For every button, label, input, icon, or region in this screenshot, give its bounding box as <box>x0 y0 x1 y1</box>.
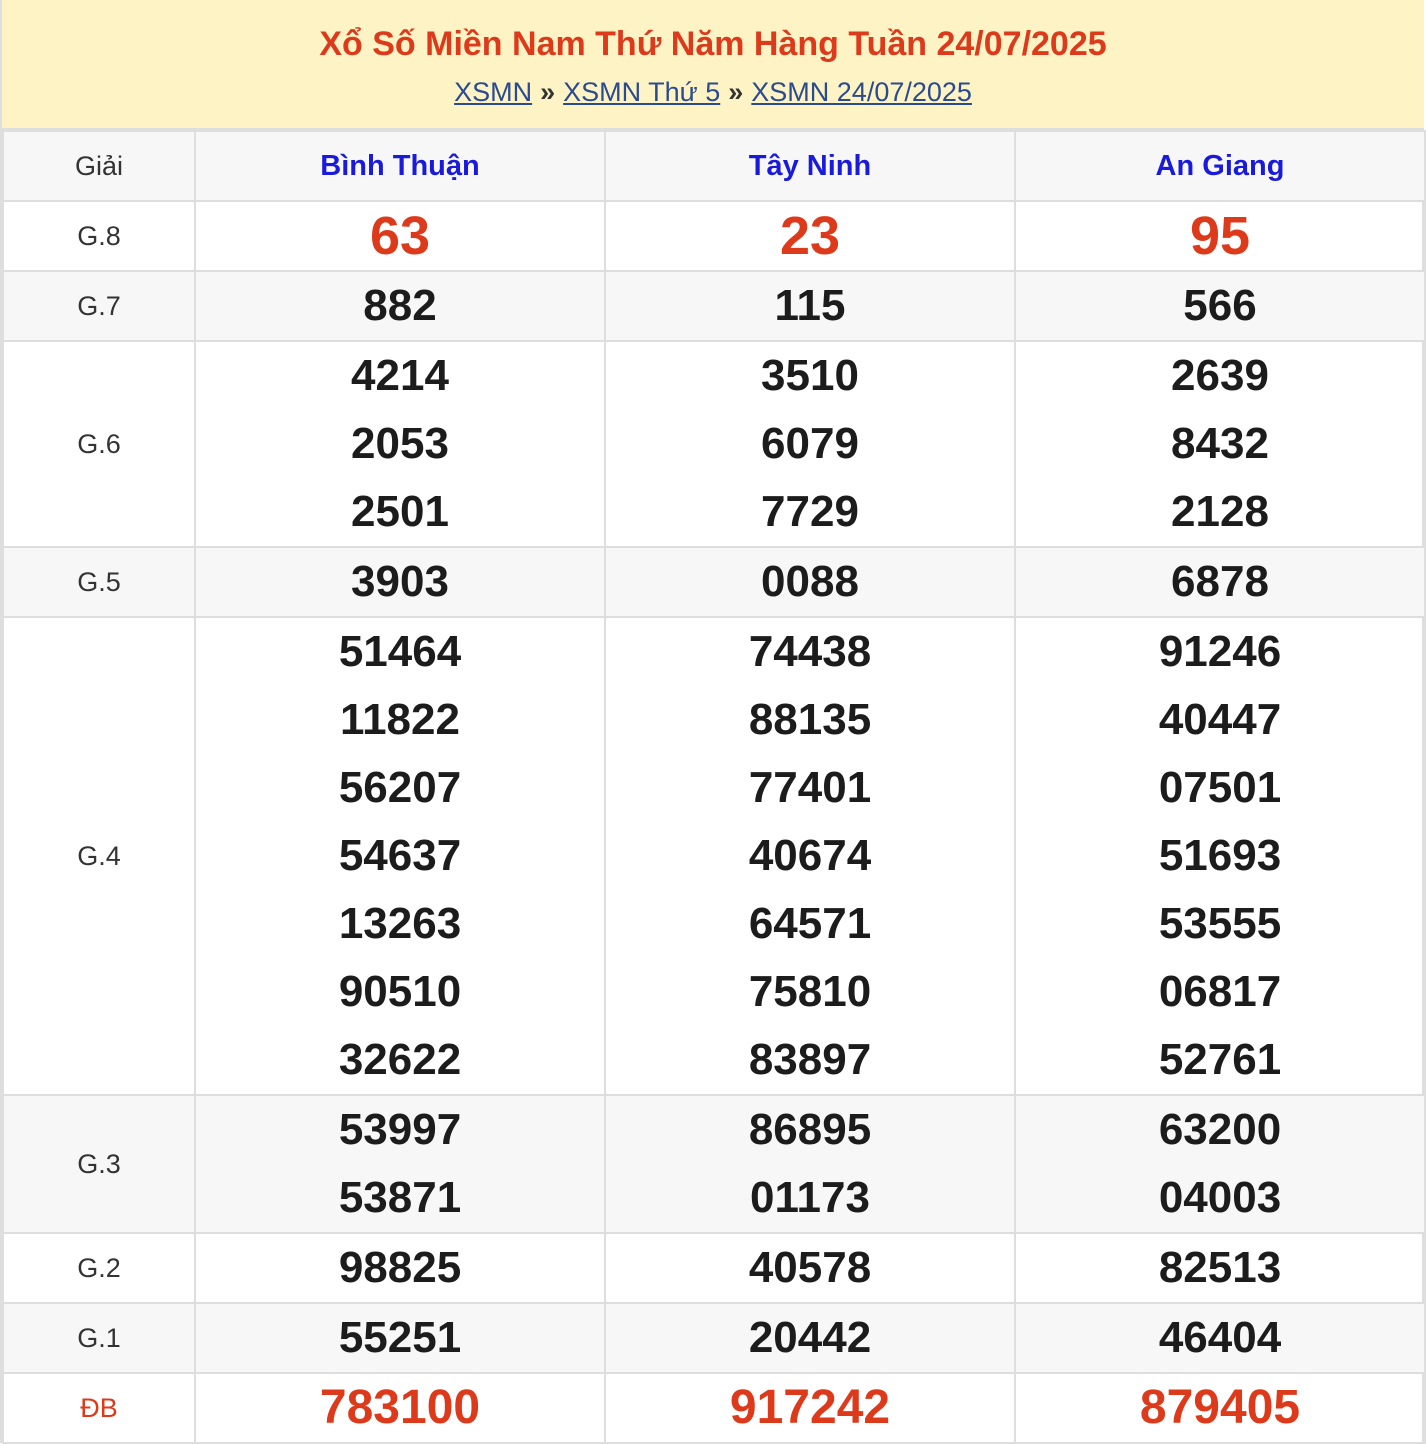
prize-number: 40674 <box>748 831 872 880</box>
prize-number: 95 <box>1189 206 1251 266</box>
prize-number: 46404 <box>1158 1313 1282 1362</box>
prize-number: 06817 <box>1158 967 1282 1016</box>
prize-number: 6079 <box>761 419 859 468</box>
prize-number: 11822 <box>340 695 460 744</box>
breadcrumb-separator: » <box>540 77 556 107</box>
prize-row <box>3 201 1425 271</box>
prize-number: 51464 <box>338 627 462 676</box>
prize-number: 63 <box>369 206 431 266</box>
prize-label: G.7 <box>3 271 195 341</box>
prize-number: 74438 <box>748 627 872 676</box>
prize-cell-an-giang <box>1015 201 1425 271</box>
prize-number: 77401 <box>748 763 872 812</box>
table-header-row <box>3 131 1425 201</box>
prize-number: 55251 <box>338 1313 462 1362</box>
prize-cell-an-giang <box>1015 1095 1425 1233</box>
prize-number: 53997 <box>338 1105 462 1154</box>
prize-row <box>3 1095 1425 1233</box>
prize-number: 90510 <box>338 967 462 1016</box>
prize-number: 20442 <box>748 1313 872 1362</box>
prize-row <box>3 1233 1425 1303</box>
prize-number: 4214 <box>351 351 449 400</box>
prize-cell-an-giang <box>1015 547 1425 617</box>
prize-number: 115 <box>774 281 846 330</box>
prize-cell-tay-ninh <box>605 1095 1015 1233</box>
prize-number: 56207 <box>338 763 462 812</box>
prize-number: 52761 <box>1158 1035 1282 1084</box>
prize-cell-tay-ninh <box>605 617 1015 1095</box>
prize-number: 83897 <box>748 1035 872 1084</box>
prize-cell-an-giang <box>1015 1373 1425 1443</box>
prize-number: 04003 <box>1158 1173 1282 1222</box>
prize-number: 63200 <box>1158 1105 1282 1154</box>
prize-number: 64571 <box>748 899 872 948</box>
results-table <box>2 130 1426 1444</box>
prize-column-header: Giải <box>3 131 195 201</box>
prize-cell-an-giang <box>1015 617 1425 1095</box>
prize-number: 0088 <box>761 557 859 606</box>
prize-number: 32622 <box>338 1035 462 1084</box>
prize-number: 8432 <box>1171 419 1269 468</box>
prize-row <box>3 341 1425 547</box>
prize-label: G.6 <box>3 341 195 547</box>
prize-number: 40578 <box>748 1243 872 1292</box>
prize-number: 53555 <box>1158 899 1282 948</box>
prize-cell-an-giang <box>1015 1303 1425 1373</box>
page-title: Xổ Số Miền Nam Thứ Năm Hàng Tuần 24/07/2025 <box>319 25 1107 63</box>
prize-cell-binh-thuan <box>195 1095 605 1233</box>
prize-cell-binh-thuan <box>195 547 605 617</box>
prize-number: 91246 <box>1158 627 1282 676</box>
prize-number: 13263 <box>338 899 462 948</box>
province-header-tay-ninh: Tây Ninh <box>605 131 1015 201</box>
prize-number: 98825 <box>338 1243 462 1292</box>
prize-cell-binh-thuan <box>195 201 605 271</box>
prize-number: 75810 <box>748 967 872 1016</box>
results-header <box>2 0 1424 130</box>
prize-cell-binh-thuan <box>195 1233 605 1303</box>
prize-number: 3903 <box>351 557 449 606</box>
prize-number: 40447 <box>1158 695 1282 744</box>
prize-cell-an-giang <box>1015 341 1425 547</box>
prize-number: 783100 <box>319 1381 481 1434</box>
prize-cell-tay-ninh <box>605 1373 1015 1443</box>
prize-number: 3510 <box>761 351 859 400</box>
prize-label: G.2 <box>3 1233 195 1303</box>
prize-label: G.5 <box>3 547 195 617</box>
prize-number: 917242 <box>729 1381 891 1434</box>
prize-row <box>3 1303 1425 1373</box>
prize-number: 2053 <box>351 419 449 468</box>
prize-cell-tay-ninh <box>605 271 1015 341</box>
breadcrumb <box>2 74 1424 110</box>
prize-cell-tay-ninh <box>605 201 1015 271</box>
prize-number: 7729 <box>761 487 859 536</box>
prize-number: 07501 <box>1158 763 1282 812</box>
prize-number: 01173 <box>750 1173 870 1222</box>
prize-number: 82513 <box>1158 1243 1282 1292</box>
prize-cell-an-giang <box>1015 1233 1425 1303</box>
prize-number: 566 <box>1183 281 1257 330</box>
prize-cell-binh-thuan <box>195 341 605 547</box>
prize-label: G.8 <box>3 201 195 271</box>
prize-cell-binh-thuan <box>195 271 605 341</box>
prize-number: 2501 <box>351 487 449 536</box>
prize-cell-binh-thuan <box>195 617 605 1095</box>
breadcrumb-separator: » <box>728 77 744 107</box>
prize-number: 2639 <box>1171 351 1269 400</box>
prize-number: 51693 <box>1158 831 1282 880</box>
prize-cell-tay-ninh <box>605 1303 1015 1373</box>
prize-cell-binh-thuan <box>195 1373 605 1443</box>
prize-number: 53871 <box>338 1173 462 1222</box>
prize-number: 6878 <box>1171 557 1269 606</box>
prize-row <box>3 547 1425 617</box>
prize-number: 879405 <box>1139 1381 1301 1434</box>
prize-number: 88135 <box>748 695 872 744</box>
prize-row <box>3 617 1425 1095</box>
prize-number: 54637 <box>338 831 462 880</box>
breadcrumb-link-xsmn-thu-5[interactable]: XSMN Thứ 5 <box>563 77 721 107</box>
prize-row <box>3 1373 1425 1443</box>
province-header-binh-thuan: Bình Thuận <box>195 131 605 201</box>
prize-label: G.1 <box>3 1303 195 1373</box>
prize-cell-tay-ninh <box>605 341 1015 547</box>
prize-label: G.3 <box>3 1095 195 1233</box>
prize-label: G.4 <box>3 617 195 1095</box>
prize-cell-tay-ninh <box>605 1233 1015 1303</box>
prize-number: 86895 <box>748 1105 872 1154</box>
prize-label: ĐB <box>3 1373 195 1443</box>
province-header-an-giang: An Giang <box>1015 131 1425 201</box>
prize-cell-an-giang <box>1015 271 1425 341</box>
prize-row <box>3 271 1425 341</box>
breadcrumb-link-xsmn[interactable]: XSMN <box>454 77 533 107</box>
prize-number: 2128 <box>1171 487 1269 536</box>
prize-cell-binh-thuan <box>195 1303 605 1373</box>
prize-number: 23 <box>779 206 841 266</box>
prize-cell-tay-ninh <box>605 547 1015 617</box>
breadcrumb-link-xsmn-date[interactable]: XSMN 24/07/2025 <box>751 77 972 107</box>
prize-number: 882 <box>363 281 437 330</box>
